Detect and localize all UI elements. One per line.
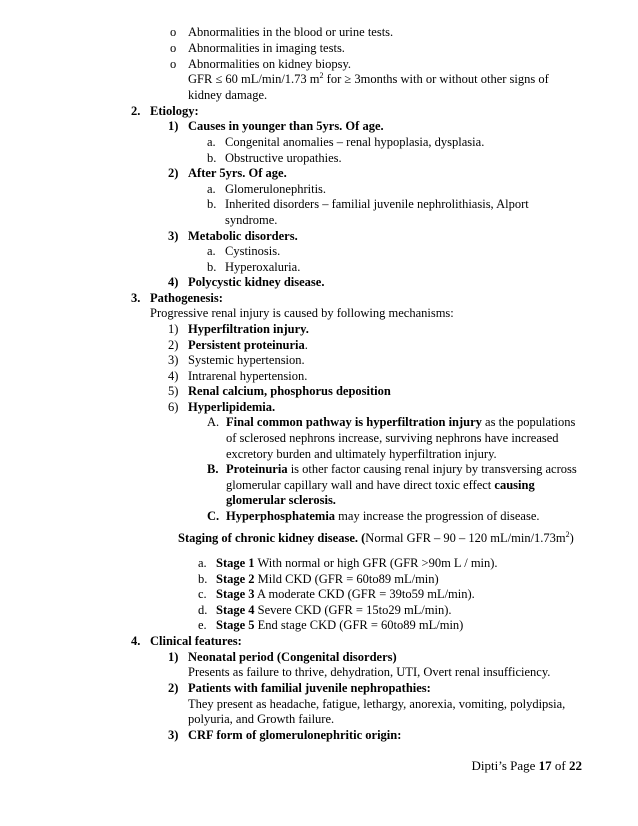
subsection-heading: Polycystic kidney disease. bbox=[188, 275, 325, 289]
bullet-marker: o bbox=[170, 25, 177, 39]
subsection-text: They present as headache, fatigue, lethargy, anorexia, vomiting, polydipsia, bbox=[188, 697, 566, 711]
subsection-heading: Patients with familial juvenile nephropathies: bbox=[188, 681, 431, 695]
list-item: Obstructive uropathies. bbox=[225, 151, 342, 165]
subsection-heading: Metabolic disorders. bbox=[188, 229, 298, 243]
point-a-line: excretory burden and ultimately hyperfiltration injury. bbox=[226, 447, 497, 461]
point-b-line: glomerular sclerosis. bbox=[226, 493, 336, 507]
subsection-text: Presents as failure to thrive, dehydration, UTI, Overt renal insufficiency. bbox=[188, 665, 551, 679]
mechanism-number: 4) bbox=[168, 369, 179, 383]
criteria-bullet: Abnormalities in the blood or urine tests. bbox=[188, 25, 394, 39]
stage-marker: c. bbox=[198, 587, 207, 601]
mechanism-item: Persistent proteinuria. bbox=[188, 338, 308, 352]
mechanism-item: Intrarenal hypertension. bbox=[188, 369, 308, 383]
gfr-criteria-line-2: kidney damage. bbox=[188, 88, 268, 102]
list-item: Glomerulonephritis. bbox=[225, 182, 327, 196]
section-number: 2. bbox=[131, 104, 141, 118]
point-b-line: glomerular capillary wall and have direct toxic effect causing bbox=[226, 478, 535, 492]
section-heading-clinical: Clinical features: bbox=[150, 634, 242, 648]
list-marker: a. bbox=[207, 244, 216, 258]
subsection-number: 2) bbox=[168, 681, 179, 695]
list-item: Cystinosis. bbox=[225, 244, 281, 258]
subsection-number: 2) bbox=[168, 166, 179, 180]
subsection-heading: CRF form of glomerulonephritic origin: bbox=[188, 728, 402, 742]
point-b-line: Proteinuria is other factor causing renal injury by transversing across bbox=[226, 462, 577, 476]
list-marker: a. bbox=[207, 135, 216, 149]
list-item: Inherited disorders – familial juvenile nephrolithiasis, Alport bbox=[225, 197, 529, 211]
list-marker: a. bbox=[207, 182, 216, 196]
point-marker: A. bbox=[207, 415, 220, 429]
subsection-heading: Neonatal period (Congenital disorders) bbox=[188, 650, 397, 664]
list-item: Hyperoxaluria. bbox=[225, 260, 301, 274]
pathogenesis-intro: Progressive renal injury is caused by following mechanisms: bbox=[150, 306, 454, 320]
mechanism-number: 5) bbox=[168, 384, 179, 398]
stage-item: Stage 4 Severe CKD (GFR = 15to29 mL/min). bbox=[216, 603, 452, 617]
list-item-continuation: syndrome. bbox=[225, 213, 278, 227]
subsection-text: polyuria, and Growth failure. bbox=[188, 712, 335, 726]
stage-item: Stage 3 A moderate CKD (GFR = 39to59 mL/min). bbox=[216, 587, 475, 601]
gfr-criteria-line: GFR ≤ 60 mL/min/1.73 $m^2$ for ≥ 3months with or without other signs of bbox=[188, 71, 549, 86]
point-marker: C. bbox=[207, 509, 220, 523]
bullet-marker: o bbox=[170, 57, 177, 71]
stage-marker: e. bbox=[198, 618, 207, 632]
stage-item: Stage 5 End stage CKD (GFR = 60to89 mL/min) bbox=[216, 618, 464, 632]
point-a-line: of sclerosed nephrons increase, surviving nephrons have increased bbox=[226, 431, 559, 445]
staging-heading: Staging of chronic kidney disease. (Normal GFR – 90 – 120 $mL/\min/1.73m^2$) bbox=[178, 530, 574, 545]
section-heading-etiology: Etiology: bbox=[150, 104, 199, 118]
subsection-heading: Causes in younger than 5yrs. Of age. bbox=[188, 119, 384, 133]
subsection-number: 3) bbox=[168, 728, 179, 742]
subsection-number: 3) bbox=[168, 229, 179, 243]
mechanism-number: 2) bbox=[168, 338, 179, 352]
subsection-number: 1) bbox=[168, 650, 179, 664]
section-number: 4. bbox=[131, 634, 141, 648]
mechanism-number: 1) bbox=[168, 322, 179, 336]
subsection-number: 1) bbox=[168, 119, 179, 133]
section-number: 3. bbox=[131, 291, 141, 305]
point-marker: B. bbox=[207, 462, 219, 476]
list-marker: b. bbox=[207, 197, 217, 211]
stage-marker: a. bbox=[198, 556, 207, 570]
mechanism-number: 3) bbox=[168, 353, 179, 367]
subsection-heading: After 5yrs. Of age. bbox=[188, 166, 287, 180]
section-heading-pathogenesis: Pathogenesis: bbox=[150, 291, 223, 305]
list-marker: b. bbox=[207, 151, 217, 165]
stage-item: Stage 2 Mild CKD (GFR = 60to89 mL/min) bbox=[216, 572, 439, 586]
stage-marker: d. bbox=[198, 603, 208, 617]
point-c-line: Hyperphosphatemia may increase the progression of disease. bbox=[226, 509, 540, 523]
mechanism-item: Hyperlipidemia. bbox=[188, 400, 276, 414]
criteria-bullet: Abnormalities in imaging tests. bbox=[188, 41, 345, 55]
bullet-marker: o bbox=[170, 41, 177, 55]
stage-item: Stage 1 With normal or high GFR (GFR >90m L / min). bbox=[216, 556, 498, 570]
mechanism-item: Renal calcium, phosphorus deposition bbox=[188, 384, 391, 398]
point-a-line: Final common pathway is hyperfiltration injury as the populations bbox=[226, 415, 576, 429]
mechanism-item: Systemic hypertension. bbox=[188, 353, 305, 367]
list-item: Congenital anomalies – renal hypoplasia, dysplasia. bbox=[225, 135, 485, 149]
list-marker: b. bbox=[207, 260, 217, 274]
stage-marker: b. bbox=[198, 572, 208, 586]
criteria-bullet: Abnormalities on kidney biopsy. bbox=[188, 57, 352, 71]
mechanism-number: 6) bbox=[168, 400, 179, 414]
subsection-number: 4) bbox=[168, 275, 179, 289]
page-footer: Dipti’s Page 17 of 22 bbox=[471, 758, 582, 773]
mechanism-item: Hyperfiltration injury. bbox=[188, 322, 309, 336]
